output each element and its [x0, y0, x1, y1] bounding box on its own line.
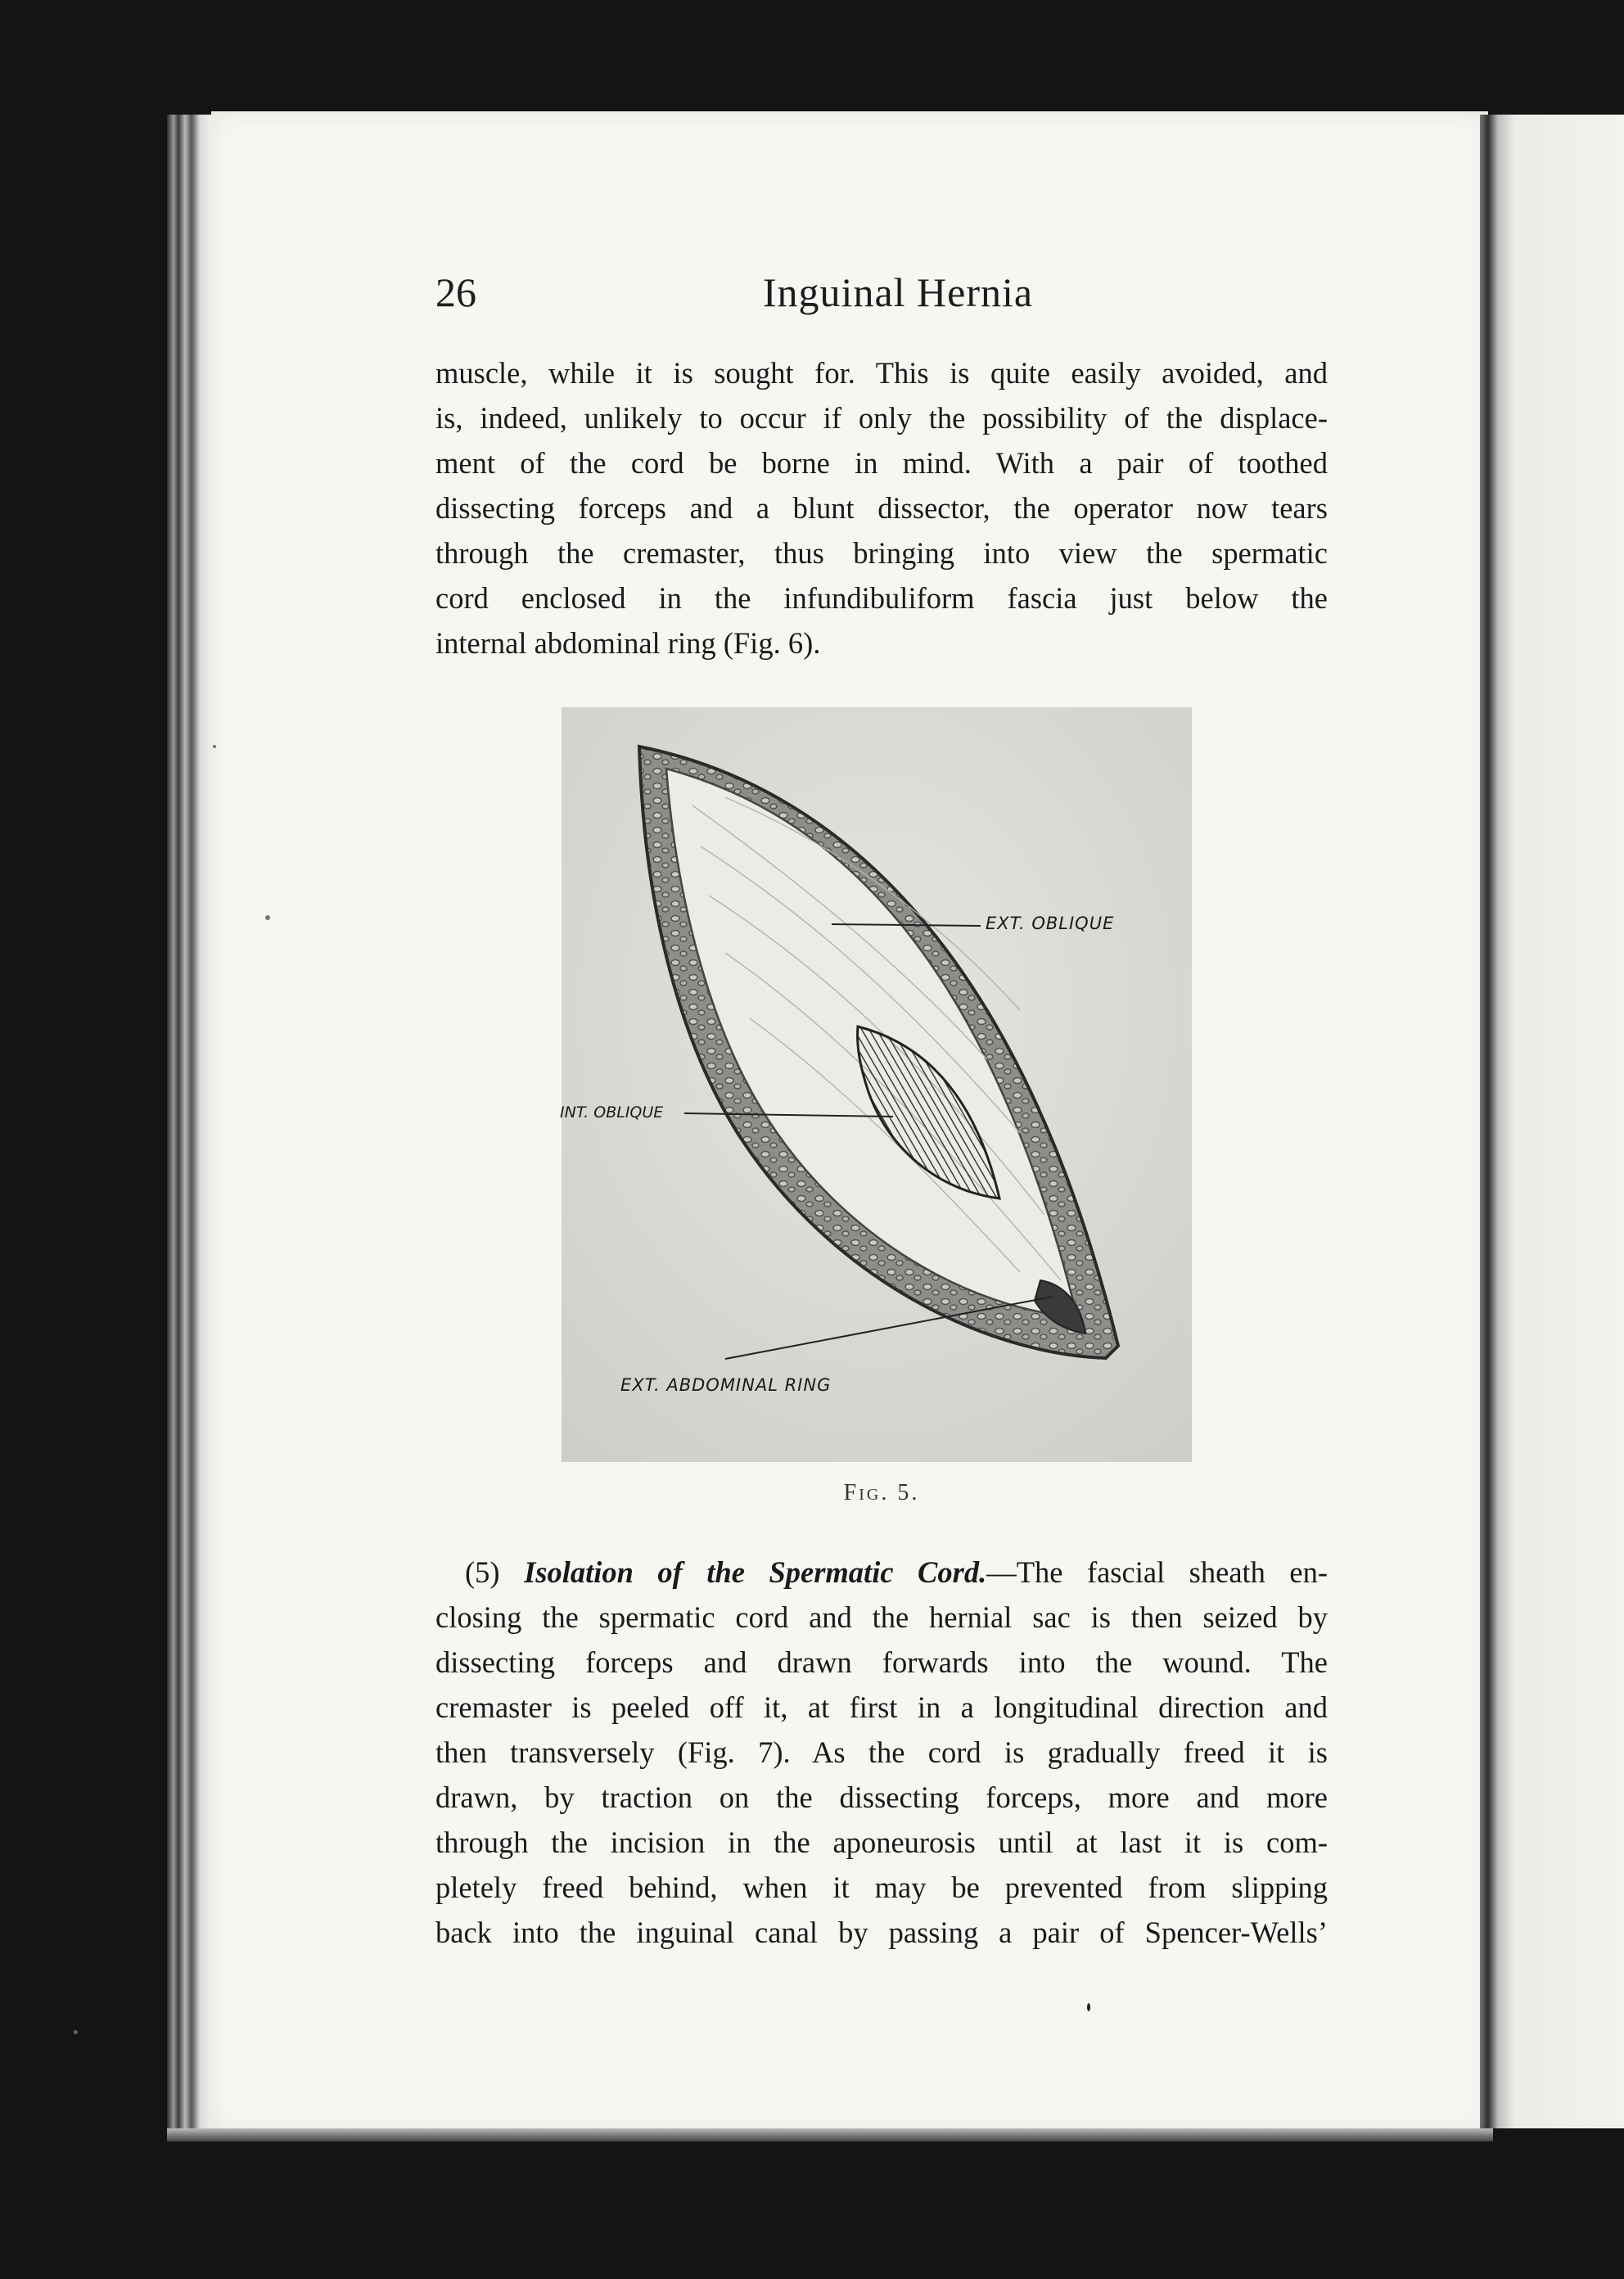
text-line: closing the spermatic cord and the hernial sac is then seized by	[435, 1600, 1328, 1634]
text-line: ment of the cord be borne in mind. With a pair of toothed	[435, 446, 1328, 480]
label-int-oblique: INT. OBLIQUE	[560, 1103, 664, 1121]
figure-caption: Fig. 5.	[843, 1480, 920, 1505]
page-header	[435, 264, 1328, 321]
text-line: pletely freed behind, when it may be prevented from slipping	[435, 1871, 1328, 1904]
text-line: internal abdominal ring (Fig. 6).	[435, 626, 821, 660]
text-line: cremaster is peeled off it, at first in a longitudinal direction and	[435, 1690, 1328, 1724]
text-line: through the cremaster, thus bringing into view the spermatic	[435, 536, 1328, 570]
section-heading: Isolation of the Spermatic Cord.	[524, 1555, 987, 1589]
book-spine-edge	[167, 115, 211, 2128]
ink-speck	[1087, 2003, 1090, 2011]
text-line: drawn, by traction on the dissecting forceps, more and more	[435, 1780, 1328, 1814]
text-line: through the incision in the aponeurosis until at last it is com-	[435, 1825, 1328, 1859]
facing-page-edge	[1480, 115, 1624, 2128]
page-number: 26	[435, 269, 476, 315]
dust-speck	[74, 2030, 78, 2034]
figure-illustration	[562, 707, 1192, 1462]
running-title: Inguinal Hernia	[762, 269, 1034, 315]
dust-speck	[213, 745, 216, 748]
paragraph-1	[435, 350, 1328, 666]
text-line: back into the inguinal canal by passing a pair of Spencer-Wells’	[435, 1916, 1328, 1949]
label-ext-oblique: EXT. OBLIQUE	[986, 914, 1115, 933]
incision-drawing	[562, 707, 1192, 1462]
text-line: then transversely (Fig. 7). As the cord is gradually freed it is	[435, 1735, 1328, 1769]
text-line: muscle, while it is sought for. This is quite easily avoided, and	[435, 356, 1328, 390]
page-bottom-edge	[167, 2128, 1493, 2141]
text-line: dissecting forceps and a blunt dissector, the operator now tears	[435, 491, 1328, 525]
first-line-text: —The fascial sheath en-	[986, 1555, 1329, 1589]
paragraph-2	[435, 1550, 1328, 1955]
dust-speck	[265, 915, 270, 920]
text-line: cord enclosed in the infundibuliform fascia just below the	[435, 581, 1328, 615]
section-number: (5)	[465, 1555, 500, 1589]
label-ext-abdominal-ring: EXT. ABDOMINAL RING	[620, 1375, 832, 1395]
text-line: dissecting forceps and drawn forwards into the wound. The	[435, 1645, 1328, 1679]
text-line: is, indeed, unlikely to occur if only the possibility of the displace-	[435, 401, 1328, 435]
text-line-first	[435, 1550, 1328, 1595]
